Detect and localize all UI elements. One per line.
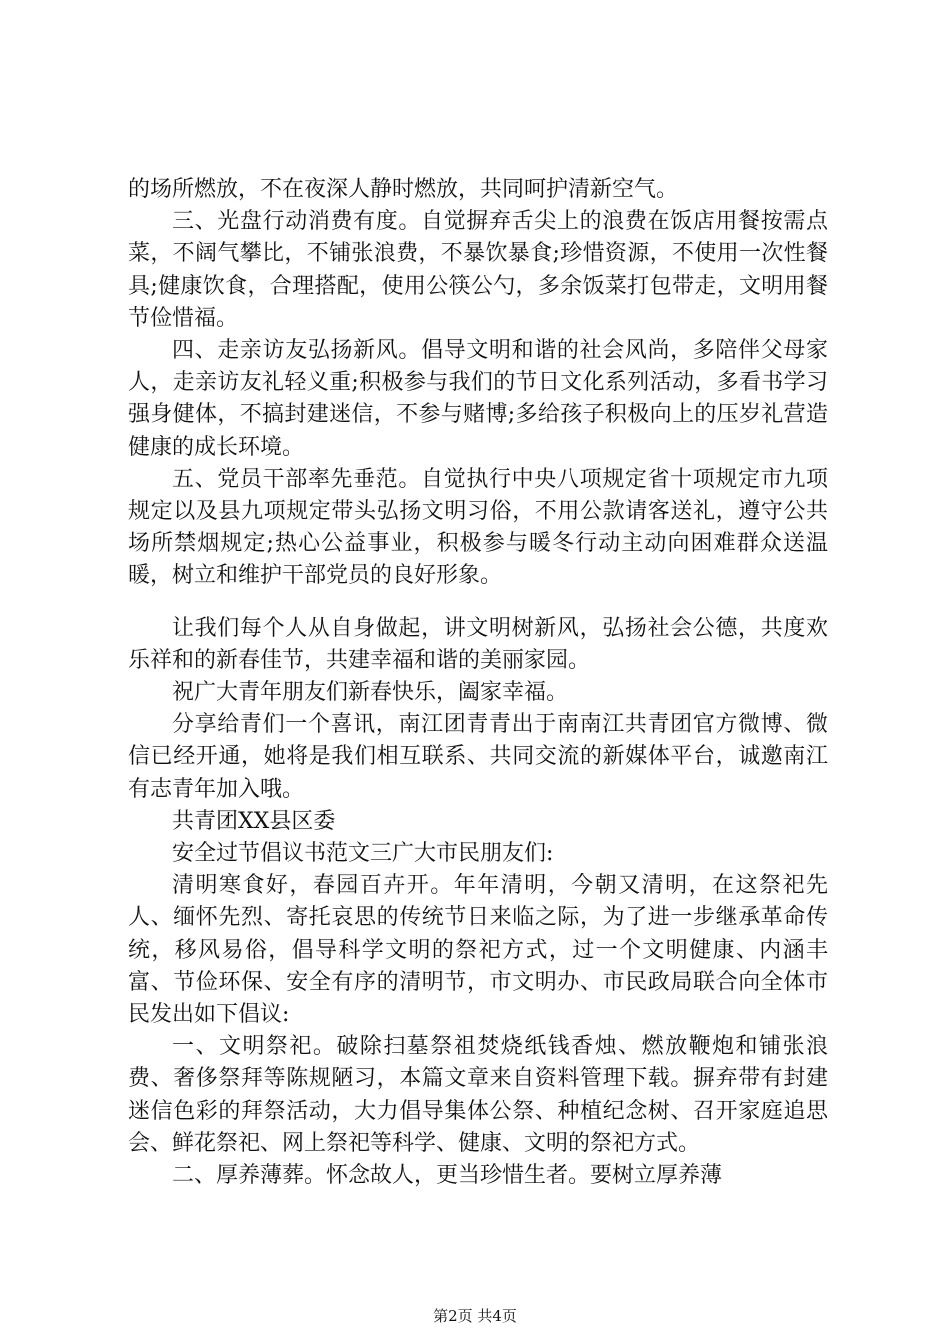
paragraph-11: 一、文明祭祀。破除扫墓祭祖焚烧纸钱香烛、燃放鞭炮和铺张浪费、奢侈祭拜等陈规陋习，本篇文章来自资料管理下载。摒弃带有封建迷信色彩的拜祭活动，大力倡导集体公祭、种植纪念树、召开家庭追思会、鲜花祭祀、网上祭祀等科学、健康、文明的祭祀方式。 — [128, 1034, 828, 1156]
paragraph-10: 清明寒食好，春园百卉开。年年清明，今朝又清明，在这祭祀先人、缅怀先烈、寄托哀思的传统节日来临之际，为了进一步继承革命传统，移风易俗，倡导科学文明的祭祀方式，过一个文明健康、内涵丰富、节俭环保、安全有序的清明节，市文明办、市民政局联合向全体市民发出如下倡议: — [128, 873, 828, 1028]
paragraph-3: 四、走亲访友弘扬新风。倡导文明和谐的社会风尚，多陪伴父母家人，走亲访友礼轻义重;积极参与我们的节日文化系列活动，多看书学习强身健体，不搞封建迷信，不参与赌博;多给孩子积极向上的压岁礼营造健康的成长环境。 — [128, 338, 828, 460]
document-body — [128, 174, 828, 1192]
paragraph-4: 五、党员干部率先垂范。自觉执行中央八项规定省十项规定市九项规定以及县九项规定带头弘扬文明习俗，不用公款请客送礼，遵守公共场所禁烟规定;热心公益事业，积极参与暖冬行动主动向困难群众送温暖，树立和维护干部党员的良好形象。 — [128, 466, 828, 589]
paragraph-8-signature: 共青团XX县区委 — [172, 808, 336, 834]
paragraph-gap — [128, 593, 828, 613]
paragraph-7: 分享给青们一个喜讯，南江团青青出于南南江共青团官方微博、微信已经开通，她将是我们相互联系、共同交流的新媒体平台，诚邀南江有志青年加入哦。 — [128, 712, 828, 802]
paragraph-12: 二、厚养薄葬。怀念故人，更当珍惜生者。要树立厚养薄 — [172, 1163, 723, 1189]
paragraph-9-heading: 安全过节倡议书范文三广大市民朋友们: — [172, 841, 554, 867]
paragraph-2: 三、光盘行动消费有度。自觉摒弃舌尖上的浪费在饭店用餐按需点菜，不阔气攀比，不铺张浪费，不暴饮暴食;珍惜资源，不使用一次性餐具;健康饮食，合理搭配，使用公筷公勺，多余饭菜打包带走，文明用餐节俭惜福。 — [128, 209, 828, 331]
paragraph-1: 的场所燃放，不在夜深人静时燃放，共同呵护清新空气。 — [128, 177, 679, 202]
paragraph-5: 让我们每个人从自身做起，讲文明树新风，弘扬社会公德，共度欢乐祥和的新春佳节，共建幸福和谐的美丽家园。 — [128, 615, 828, 673]
paragraph-6: 祝广大青年朋友们新春快乐，阖家幸福。 — [172, 680, 569, 706]
page-number-footer: 第2页 共4页 — [433, 1307, 517, 1325]
